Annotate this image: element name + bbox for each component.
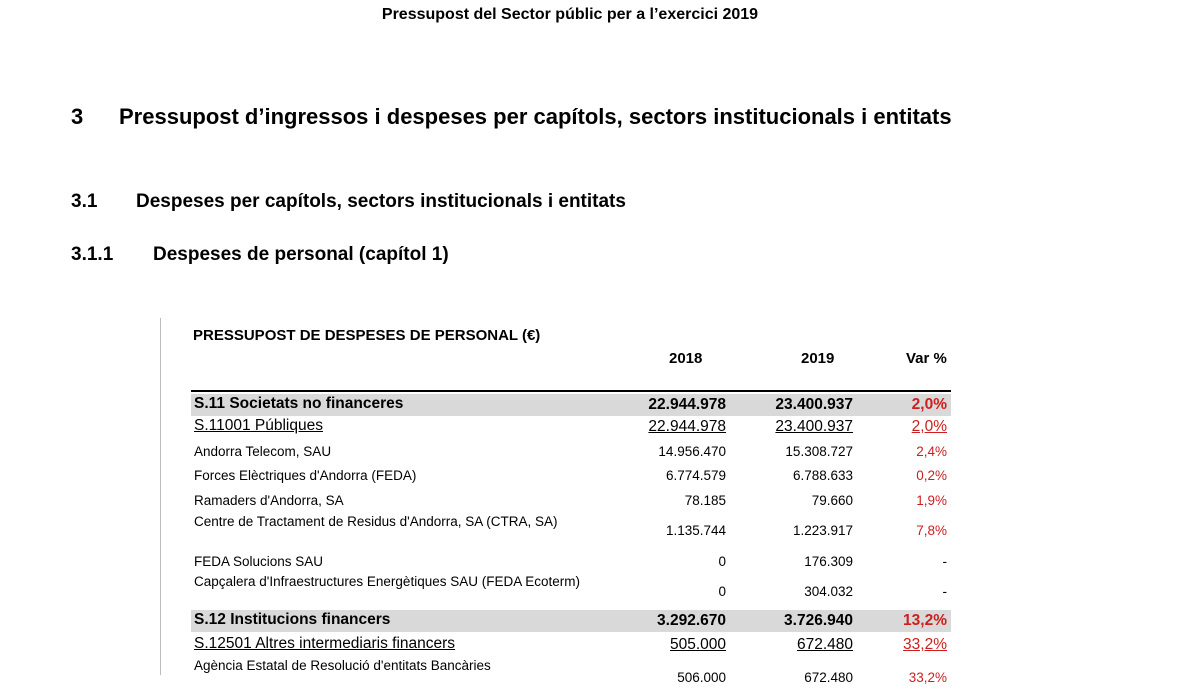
row-2018: 1.135.744	[665, 523, 726, 538]
subsection-title: Despeses per capítols, sectors institucionals i entitats	[136, 191, 626, 212]
row-2018: 6.774.579	[665, 468, 726, 483]
row-var: 2,0%	[911, 418, 947, 435]
table-row	[191, 468, 951, 488]
row-2018: 22.944.978	[648, 418, 726, 435]
row-name: Ramaders d'Andorra, SA	[194, 493, 344, 508]
row-2018: 506.000	[677, 670, 726, 685]
row-var: 7,8%	[916, 523, 947, 538]
row-2019: 6.788.633	[792, 468, 853, 483]
table-row-subsector	[191, 416, 951, 438]
row-var: 0,2%	[916, 468, 947, 483]
section-title: Pressupost d’ingressos i despeses per capítols, sectors institucionals i entitats	[119, 104, 952, 129]
table-row	[191, 514, 951, 546]
row-name: S.12 Institucions financers	[194, 611, 391, 628]
row-2018: 3.292.670	[657, 612, 726, 629]
row-2018: 505.000	[669, 636, 726, 653]
header-2018: 2018	[669, 350, 703, 367]
row-2019: 672.480	[804, 670, 853, 685]
row-2019: 176.309	[804, 554, 853, 569]
table-row-sector	[191, 394, 951, 416]
row-2019: 1.223.917	[792, 523, 853, 538]
row-name: Forces Elèctriques d'Andorra (FEDA)	[194, 468, 417, 483]
table-row	[191, 658, 951, 690]
row-2018: 78.185	[684, 493, 726, 508]
row-2019: 23.400.937	[775, 396, 853, 413]
row-var: 33,2%	[903, 636, 947, 653]
row-2018: 0	[718, 584, 726, 599]
row-2018: 14.956.470	[658, 444, 726, 459]
row-2019: 3.726.940	[784, 612, 853, 629]
row-name: S.11001 Públiques	[194, 417, 323, 434]
header-label: PRESSUPOST DE DESPESES DE PERSONAL (€)	[193, 327, 541, 344]
table-row-subsector	[191, 634, 951, 656]
row-2019: 79.660	[811, 493, 853, 508]
table-row	[191, 493, 951, 513]
row-var: -	[942, 584, 947, 599]
row-name: Agència Estatal de Resolució d'entitats Bancàries	[194, 658, 491, 673]
row-var: 2,0%	[911, 396, 947, 413]
row-2018: 22.944.978	[648, 396, 726, 413]
header-2019: 2019	[801, 350, 835, 367]
table-header	[191, 326, 951, 386]
subsubsection-number: 3.1.1	[71, 244, 114, 265]
row-name: Capçalera d'Infraestructures Energètiques SAU (FEDA Ecoterm)	[194, 574, 580, 589]
table-row	[191, 444, 951, 464]
section-number: 3	[71, 104, 84, 129]
table-row	[191, 574, 951, 610]
row-2019: 304.032	[804, 584, 853, 599]
table-row-sector	[191, 610, 951, 632]
row-2018: 0	[718, 554, 726, 569]
row-name: S.11 Societats no financeres	[194, 395, 404, 412]
header-divider	[191, 390, 951, 392]
table-row	[191, 554, 951, 574]
personnel-budget-table	[160, 318, 961, 685]
row-name: FEDA Solucions SAU	[194, 554, 324, 569]
row-2019: 672.480	[796, 636, 853, 653]
subsubsection-title: Despeses de personal (capítol 1)	[153, 244, 449, 265]
header-var: Var %	[906, 350, 947, 367]
row-var: 2,4%	[916, 444, 947, 459]
row-name: Centre de Tractament de Residus d'Andorra, SA (CTRA, SA)	[194, 514, 558, 529]
row-var: -	[942, 554, 947, 569]
document-title: Pressupost del Sector públic per a l’exercici 2019	[381, 6, 759, 23]
row-2019: 15.308.727	[785, 444, 853, 459]
row-var: 1,9%	[916, 493, 947, 508]
row-name: Andorra Telecom, SAU	[194, 444, 332, 459]
row-var: 33,2%	[908, 670, 947, 685]
subsection-number: 3.1	[71, 191, 98, 212]
row-2019: 23.400.937	[775, 418, 853, 435]
row-var: 13,2%	[903, 612, 947, 629]
row-name: S.12501 Altres intermediaris financers	[194, 635, 456, 652]
